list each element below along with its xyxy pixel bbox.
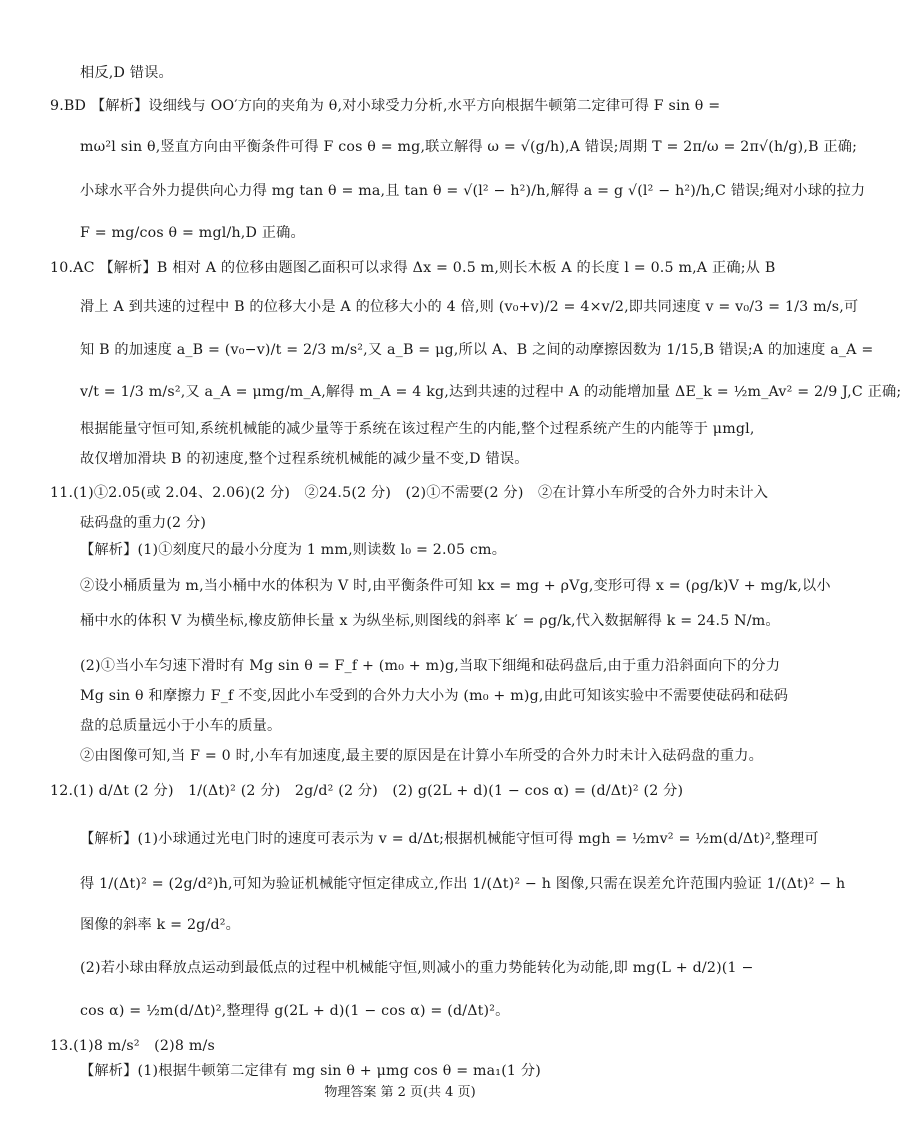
text-line: cos α) = ½m(d/Δt)²,整理得 g(2L + d)(1 − cos α) = (d/Δt)²。 [80,1003,510,1019]
text-line: ②由图像可知,当 F = 0 时,小车有加速度,最主要的原因是在计算小车所受的合外力时未计入砝码盘的重力。 [80,748,763,764]
text-line: 10.AC 【解析】B 相对 A 的位移由题图乙面积可以求得 Δx = 0.5 m,则长木板 A 的长度 l = 0.5 m,A 正确;从 B [50,260,776,276]
text-line: 9.BD 【解析】设细线与 OO′方向的夹角为 θ,对小球受力分析,水平方向根据牛顿第二定律可得 F sin θ = [50,98,721,114]
text-line: 12.(1) d/Δt (2 分) 1/(Δt)² (2 分) 2g/d² (2 分) (2) g(2L + d)(1 − cos α) = (d/Δt)² (2 分) [50,783,684,799]
text-line: Mg sin θ 和摩擦力 F_f 不变,因此小车受到的合外力大小为 (m₀ + m)g,由此可知该实验中不需要使砝码和砝码 [80,688,789,704]
text-line: 根据能量守恒可知,系统机械能的减少量等于系统在该过程产生的内能,整个过程系统产生的内能等于 μmgl, [80,421,755,437]
text-line: 砝码盘的重力(2 分) [80,515,207,531]
text-line: 盘的总质量远小于小车的质量。 [80,718,282,734]
text-line: 13.(1)8 m/s² (2)8 m/s [50,1038,215,1054]
text-line: 【解析】(1)小球通过光电门时的速度可表示为 v = d/Δt;根据机械能守恒可得 mgh = ½mv² = ½m(d/Δt)²,整理可 [80,831,819,847]
text-line: 小球水平合外力提供向心力得 mg tan θ = ma,且 tan θ = √(l² − h²)/h,解得 a = g √(l² − h²)/h,C 错误;绳对小球的拉力 [80,183,866,199]
text-line: 【解析】(1)根据牛顿第二定律有 mg sin θ + μmg cos θ = ma₁(1 分) [80,1063,541,1079]
text-line: 滑上 A 到共速的过程中 B 的位移大小是 A 的位移大小的 4 倍,则 (v₀+v)/2 = 4×v/2,即共同速度 v = v₀/3 = 1/3 m/s,可 [80,299,859,315]
text-line: 相反,D 错误。 [80,65,173,81]
text-line: 知 B 的加速度 a_B = (v₀−v)/t = 2/3 m/s²,又 a_B = μg,所以 A、B 之间的动摩擦因数为 1/15,B 错误;A 的加速度 a_A = [80,342,874,358]
text-line: v/t = 1/3 m/s²,又 a_A = μmg/m_A,解得 m_A = 4 kg,达到共速的过程中 A 的动能增加量 ΔE_k = ½m_Av² = 2/9 J,C 正确; [80,384,901,400]
text-line: F = mg/cos θ = mgl/h,D 正确。 [80,225,305,241]
text-line: 故仅增加滑块 B 的初速度,整个过程系统机械能的减少量不变,D 错误。 [80,451,529,467]
text-line: 【解析】(1)①刻度尺的最小分度为 1 mm,则读数 l₀ = 2.05 cm。 [80,542,507,558]
page-footer: 物理答案 第 2 页(共 4 页) [324,1085,476,1100]
text-line: (2)若小球由释放点运动到最低点的过程中机械能守恒,则减小的重力势能转化为动能,即 mg(L + d/2)(1 − [80,960,754,976]
text-line: ②设小桶质量为 m,当小桶中水的体积为 V 时,由平衡条件可知 kx = mg + ρVg,变形可得 x = (ρg/k)V + mg/k,以小 [80,578,831,594]
text-line: 图像的斜率 k = 2g/d²。 [80,917,240,933]
text-line: (2)①当小车匀速下滑时有 Mg sin θ = F_f + (m₀ + m)g,当取下细绳和砝码盘后,由于重力沿斜面向下的分力 [80,658,781,674]
text-line: 桶中水的体积 V 为横坐标,橡皮筋伸长量 x 为纵坐标,则图线的斜率 k′ = ρg/k,代入数据解得 k = 24.5 N/m。 [80,613,780,629]
text-line: 得 1/(Δt)² = (2g/d²)h,可知为验证机械能守恒定律成立,作出 1/(Δt)² − h 图像,只需在误差允许范围内验证 1/(Δt)² − h [80,876,846,892]
text-line: mω²l sin θ,竖直方向由平衡条件可得 F cos θ = mg,联立解得 ω = √(g/h),A 错误;周期 T = 2π/ω = 2π√(h/g),B 正确; [80,139,858,155]
text-line: 11.(1)①2.05(或 2.04、2.06)(2 分) ②24.5(2 分) (2)①不需要(2 分) ②在计算小车所受的合外力时未计入 [50,485,769,501]
